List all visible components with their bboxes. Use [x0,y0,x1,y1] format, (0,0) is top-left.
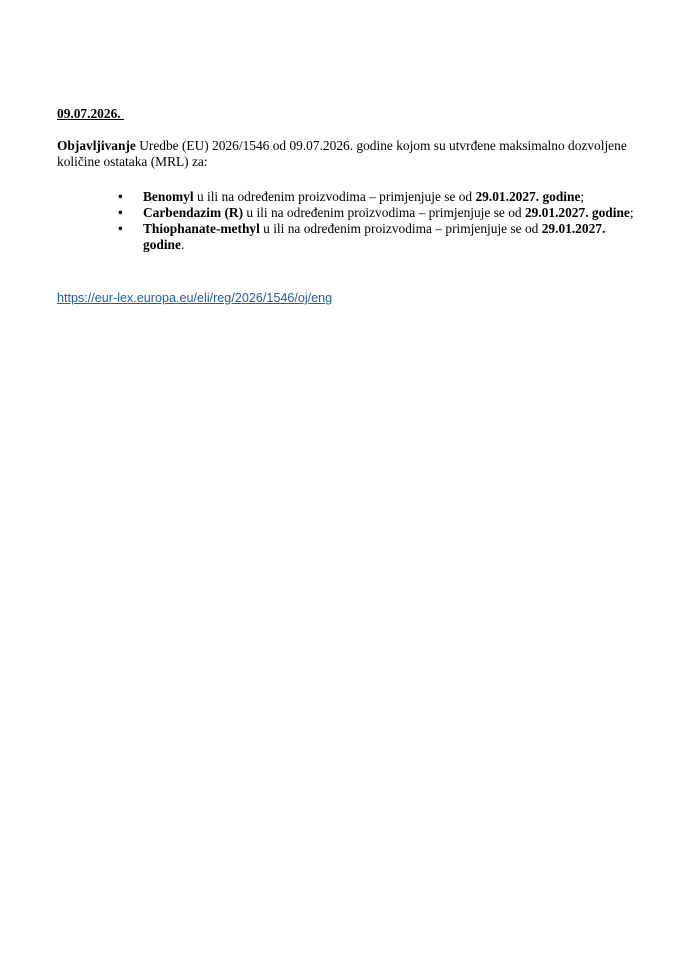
intro-paragraph [57,138,627,170]
intro-lead: Objavljivanje [57,138,136,153]
item-end: ; [580,189,585,204]
eur-lex-link[interactable]: https://eur-lex.europa.eu/eli/reg/2026/1546/oj/eng [57,291,333,305]
list-item [118,189,638,205]
bullet-icon: • [118,189,123,204]
intro-text: Uredbe (EU) 2026/1546 od 09.07.2026. godine kojom su utvrđene maksimalno dozvoljene količine ostataka (MRL) za: [57,138,627,169]
substance-name: Carbendazim (R) [143,205,244,220]
apply-date: 29.01.2027. godine [475,189,581,204]
item-end: . [180,237,185,252]
list-item [118,221,638,253]
item-end: ; [629,205,634,220]
substance-name: Thiophanate-methyl [143,221,260,236]
substance-name: Benomyl [143,189,194,204]
publication-date: 09.07.2026. [57,106,124,121]
apply-date: 29.01.2027. godine [524,205,630,220]
item-text: u ili na određenim proizvodima – primjenjuje se od [243,205,525,220]
item-text: u ili na određenim proizvodima – primjenjuje se od [193,189,476,204]
apply-date: 29.01.2027. godine [143,221,606,252]
list-item [118,205,638,221]
bullet-icon: • [118,221,123,236]
bullet-icon: • [118,205,123,220]
substance-list [118,189,638,253]
item-text: u ili na određenim proizvodima – primjenjuje se od [259,221,542,236]
